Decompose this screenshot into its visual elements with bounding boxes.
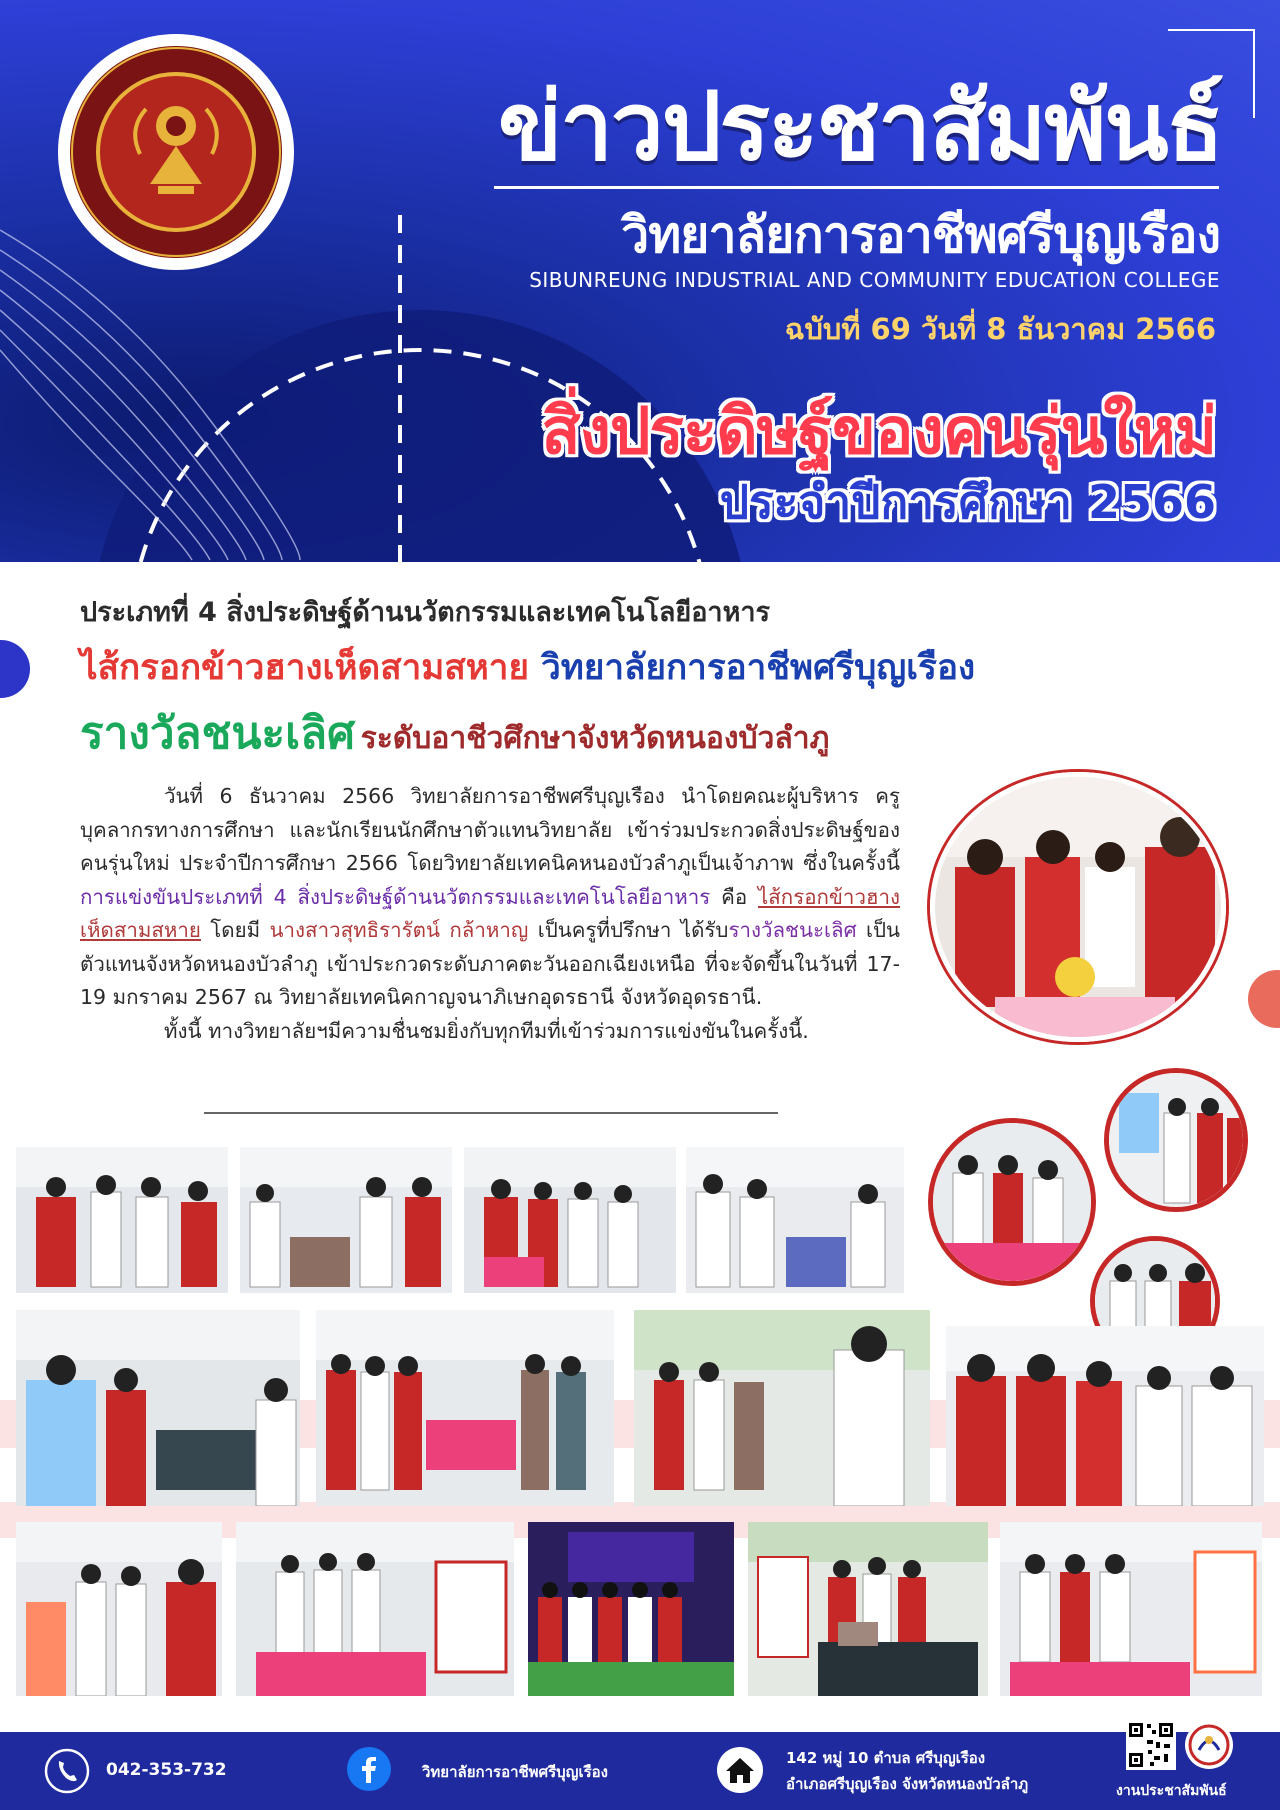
side-dot-left bbox=[0, 640, 30, 698]
photo-row1-1 bbox=[16, 1147, 228, 1293]
pr-emblem-icon bbox=[1184, 1720, 1234, 1770]
photo-circle-2 bbox=[1104, 1068, 1248, 1212]
qr-code-icon bbox=[1126, 1720, 1176, 1770]
photo-main-circle bbox=[930, 772, 1226, 1042]
photo-row2-4 bbox=[946, 1326, 1264, 1506]
article-paragraph-1: วันที่ 6 ธันวาคม 2566 วิทยาลัยการอาชีพศรีบุญเรือง นำโดยคณะผู้บริหาร ครู บุคลากรทางการศึกษา และนักเรียนนักศึกษาตัวแทนวิทยาลัย เข้าร่วมประกวดสิ่งประดิษฐ์ของคนรุ่นใหม่ ประจำปีการศึกษา 2566 โดยวิทยาลัยเทคนิคหนองบัวลำภูเป็นเจ้าภาพ ซึ่งในครั้งนี้ การแข่งขันประเภทที่ 4 สิ่งประดิษฐ์ด้านนวัตกรรมและเทคโนโลยีอาหาร คือ ไส้กรอกข้าวฮางเห็ดสามสหาย โดยมี นางสาวสุทธิรารัตน์ กล้าหาญ เป็นครูที่ปรึกษา ได้รับรางวัลชนะเลิศ เป็นตัวแทนจังหวัดหนองบัวลำภู เข้าประกวดระดับภาคตะวันออกเฉียงเหนือ ที่จะจัดขึ้นในวันที่ 17-19 มกราคม 2567 ณ วิทยาลัยเทคนิคกาญจนาภิเษกอุดรธานี จังหวัดอุดรธานี. bbox=[80, 784, 900, 1009]
college-logo bbox=[58, 34, 294, 270]
article-body bbox=[80, 780, 900, 1048]
section-divider bbox=[204, 1112, 778, 1114]
subheadline: ประจำปีการศึกษา 2566 bbox=[719, 475, 1216, 529]
product-heading bbox=[80, 640, 975, 695]
footer-phone: 042-353-732 bbox=[106, 1760, 227, 1780]
footer-address-2: อำเภอศรีบุญเรือง จังหวัดหนองบัวลำภู bbox=[786, 1775, 1029, 1793]
photo-row2-3 bbox=[634, 1310, 930, 1506]
photo-row3-3 bbox=[528, 1522, 734, 1696]
photo-row1-4 bbox=[686, 1147, 904, 1293]
footer-address-1: 142 หมู่ 10 ตำบล ศรีบุญเรือง bbox=[786, 1749, 986, 1767]
category-heading: ประเภทที่ 4 สิ่งประดิษฐ์ด้านนวัตกรรมและเทคโนโลยีอาหาร bbox=[80, 597, 771, 628]
photo-row1-2 bbox=[240, 1147, 452, 1293]
college-name-en: SIBUNREUNG INDUSTRIAL AND COMMUNITY EDUCATION COLLEGE bbox=[529, 268, 1220, 292]
headline: สิ่งประดิษฐ์ของคนรุ่นใหม่ bbox=[541, 395, 1216, 469]
pr-department-label: งานประชาสัมพันธ์ bbox=[1116, 1783, 1227, 1799]
photo-row2-2 bbox=[316, 1310, 614, 1506]
photo-row3-1 bbox=[16, 1522, 222, 1696]
award-level: ระดับอาชีวศึกษาจังหวัดหนองบัวลำภู bbox=[360, 721, 830, 756]
footer-facebook: วิทยาลัยการอาชีพศรีบุญเรือง bbox=[422, 1763, 608, 1781]
footer bbox=[0, 1732, 1280, 1810]
photo-circle-1 bbox=[928, 1118, 1096, 1286]
product-college: วิทยาลัยการอาชีพศรีบุญเรือง bbox=[541, 648, 976, 688]
photo-row1-3 bbox=[464, 1147, 676, 1293]
college-name-th: วิทยาลัยการอาชีพศรีบุญเรือง bbox=[621, 206, 1220, 264]
photo-row2-1 bbox=[16, 1310, 300, 1506]
header-banner bbox=[0, 0, 1280, 562]
article-paragraph-2: ทั้งนี้ ทางวิทยาลัยฯมีความชื่นชมยิ่งกับทุกทีมที่เข้าร่วมการแข่งขันในครั้งนี้. bbox=[164, 1018, 809, 1043]
phone-icon bbox=[44, 1748, 90, 1794]
side-dot-right bbox=[1248, 970, 1280, 1028]
issue-info: ฉบับที่ 69 วันที่ 8 ธันวาคม 2566 bbox=[784, 312, 1216, 346]
photo-row3-5 bbox=[1000, 1522, 1262, 1696]
photo-row3-2 bbox=[236, 1522, 514, 1696]
home-icon bbox=[716, 1746, 764, 1794]
photo-row3-4 bbox=[748, 1522, 988, 1696]
header-title: ข่าวประชาสัมพันธ์ bbox=[498, 73, 1222, 182]
title-divider bbox=[494, 186, 1219, 189]
facebook-icon bbox=[346, 1746, 392, 1792]
product-name: ไส้กรอกข้าวฮางเห็ดสามสหาย bbox=[80, 648, 529, 688]
logo-emblem-icon bbox=[58, 34, 294, 270]
award-heading bbox=[80, 698, 829, 768]
award-name: รางวัลชนะเลิศ bbox=[80, 708, 355, 759]
